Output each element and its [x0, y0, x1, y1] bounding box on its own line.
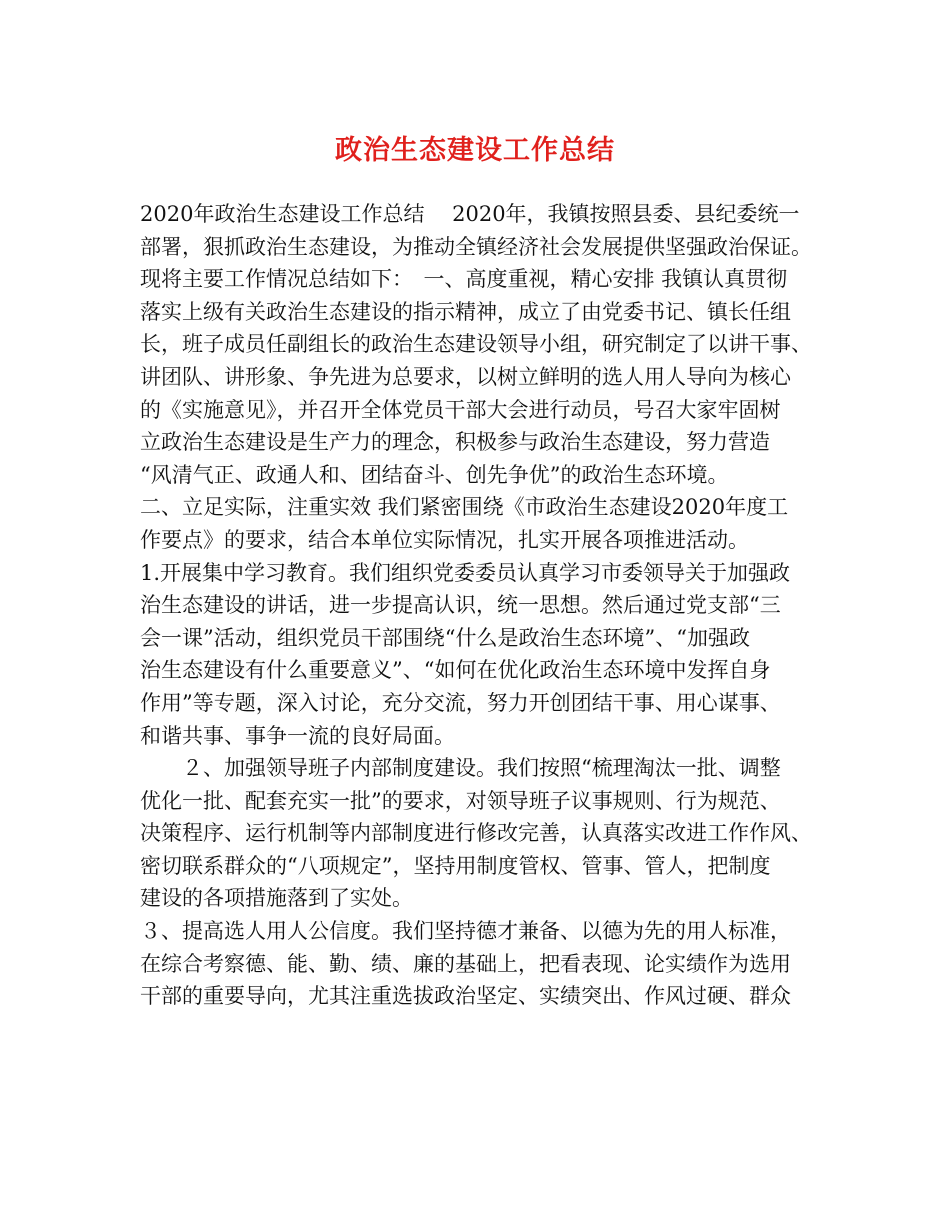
body-line: 讲团队、讲形象、争先进为总要求，以树立鲜明的选人用人导向为核心 — [140, 364, 791, 389]
body-line: 作用”等专题，深入讨论，充分交流，努力开创团结干事、用心谋事、 — [140, 690, 781, 715]
body-line: 部署，狠抓政治生态建设，为推动全镇经济社会发展提供坚强政治保证。 — [140, 234, 812, 259]
document-body — [140, 198, 840, 1013]
body-line: 1.开展集中学习教育。我们组织党委委员认真学习市委领导关于加强政 — [140, 560, 791, 585]
body-line: 二、立足实际，注重实效 我们紧密围绕《市政治生态建设2020年度工 — [140, 495, 789, 520]
body-line: 和谐共事、事争一流的良好局面。 — [140, 723, 455, 748]
body-line: 立政治生态建设是生产力的理念，积极参与政治生态建设，努力营造 — [140, 430, 770, 455]
body-line: 落实上级有关政治生态建设的指示精神，成立了由党委书记、镇长任组 — [140, 299, 791, 324]
body-line: 治生态建设有什么重要意义”、“如何在优化政治生态环境中发挥自身 — [140, 658, 771, 683]
body-line: 长，班子成员任副组长的政治生态建设领导小组，研究制定了以讲干事、 — [140, 332, 812, 357]
body-line: 2020年政治生态建设工作总结 2020年，我镇按照县委、县纪委统一 — [140, 202, 800, 226]
body-line: 现将主要工作情况总结如下： 一、高度重视，精心安排 我镇认真贯彻 — [140, 267, 788, 292]
body-line: 干部的重要导向，尤其注重选拔政治坚定、实绩突出、作风过硬、群众 — [140, 984, 791, 1009]
body-line: 优化一批、配套充实一批”的要求，对领导班子议事规则、行为规范、 — [140, 788, 781, 813]
body-line: ３、提高选人用人公信度。我们坚持德才兼备、以德为先的用人标准， — [140, 919, 791, 944]
body-line: 会一课”活动，组织党员干部围绕“什么是政治生态环境”、“加强政 — [140, 625, 750, 650]
body-line: 在综合考察德、能、勤、绩、廉的基础上，把看表现、论实绩作为选用 — [140, 951, 791, 976]
body-line: 密切联系群众的“八项规定”，坚持用制度管权、管事、管人，把制度 — [140, 853, 771, 878]
body-line: “风清气正、政通人和、团结奋斗、创先争优”的政治生态环境。 — [140, 462, 729, 487]
body-line: 的《实施意见》，并召开全体党员干部大会进行动员，号召大家牢固树 — [140, 397, 781, 422]
body-line: 建设的各项措施落到了实处。 — [140, 886, 413, 911]
body-line: 作要点》的要求，结合本单位实际情况，扎实开展各项推进活动。 — [140, 527, 749, 552]
body-line: ２、加强领导班子内部制度建设。我们按照“梳理淘汰一批、调整 — [140, 756, 781, 781]
body-line: 决策程序、运行机制等内部制度进行修改完善，认真落实改进工作作风、 — [140, 821, 812, 846]
body-line: 治生态建设的讲话，进一步提高认识，统一思想。然后通过党支部“三 — [140, 593, 781, 618]
document-title: 政治生态建设工作总结 — [335, 135, 615, 166]
